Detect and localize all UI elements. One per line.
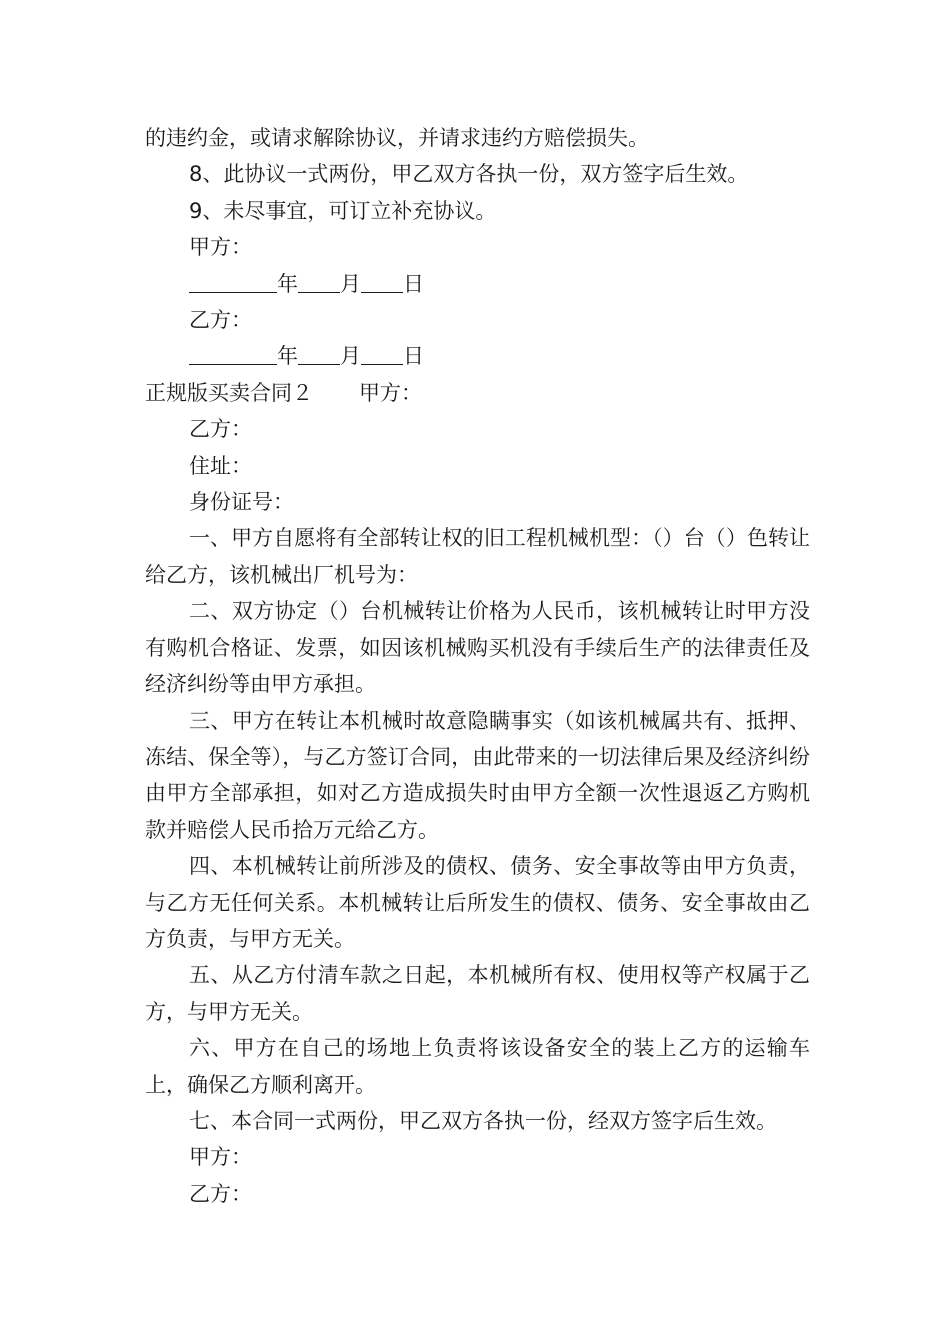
year-label: 年	[277, 271, 298, 296]
month-label: 月	[340, 271, 361, 296]
section-title: 正规版买卖合同２	[145, 380, 313, 405]
clause-paragraph: 五、从乙方付清车款之日起，本机械所有权、使用权等产权属于乙方，与甲方无关。	[145, 963, 810, 1024]
closing-party-a-label: 甲方：	[189, 1145, 252, 1170]
clause-paragraph: 三、甲方在转让本机械时故意隐瞒事实（如该机械属共有、抵押、冻结、保全等），与乙方签订合同，由此带来的一切法律后果及经济纠纷由甲方全部承担，如对乙方造成损失时由甲方全额一次性退返乙方购机款并赔偿人民币拾万元给乙方。	[145, 708, 810, 842]
date-line	[145, 266, 810, 302]
date-line	[145, 338, 810, 374]
id-number-label: 身份证号：	[189, 490, 294, 515]
clause-paragraph: 一、甲方自愿将有全部转让权的旧工程机械机型：（）台（）色转让给乙方，该机械出厂机号为：	[145, 526, 810, 587]
document-body	[145, 120, 810, 1212]
party-a-label: 甲方：	[359, 380, 422, 405]
party-a-signature-label: 甲方：	[189, 235, 252, 260]
month-blank	[298, 342, 340, 365]
clause-paragraph: 六、甲方在自己的场地上负责将该设备安全的装上乙方的运输车上，确保乙方顺利离开。	[145, 1036, 810, 1097]
clause-paragraph: 七、本合同一式两份，甲乙双方各执一份，经双方签字后生效。	[189, 1108, 777, 1133]
clause-8: 8、此协议一式两份，甲乙双方各执一份，双方签字后生效。	[189, 162, 749, 187]
clause-paragraph: 二、双方协定（）台机械转让价格为人民币，该机械转让时甲方没有购机合格证、发票，如因该机械购买机没有手续后生产的法律责任及经济纠纷等由甲方承担。	[145, 599, 810, 697]
closing-party-b-label: 乙方：	[189, 1181, 252, 1206]
day-label: 日	[403, 271, 424, 296]
text-line: 的违约金，或请求解除协议，并请求违约方赔偿损失。	[145, 126, 649, 150]
day-blank	[361, 342, 403, 365]
day-label: 日	[403, 344, 424, 369]
clause-9: 9、未尽事宜，可订立补充协议。	[189, 198, 497, 223]
section-heading-line	[145, 375, 810, 411]
party-b-label: 乙方：	[189, 417, 252, 442]
month-label: 月	[340, 344, 361, 369]
address-label: 住址：	[189, 453, 252, 478]
year-blank	[189, 270, 277, 293]
month-blank	[298, 270, 340, 293]
year-blank	[189, 342, 277, 365]
clause-paragraph: 四、本机械转让前所涉及的债权、债务、安全事故等由甲方负责，与乙方无任何关系。本机械转让后所发生的债权、债务、安全事故由乙方负责，与甲方无关。	[145, 854, 810, 951]
party-b-signature-label: 乙方：	[189, 308, 252, 333]
year-label: 年	[277, 344, 298, 369]
day-blank	[361, 270, 403, 293]
